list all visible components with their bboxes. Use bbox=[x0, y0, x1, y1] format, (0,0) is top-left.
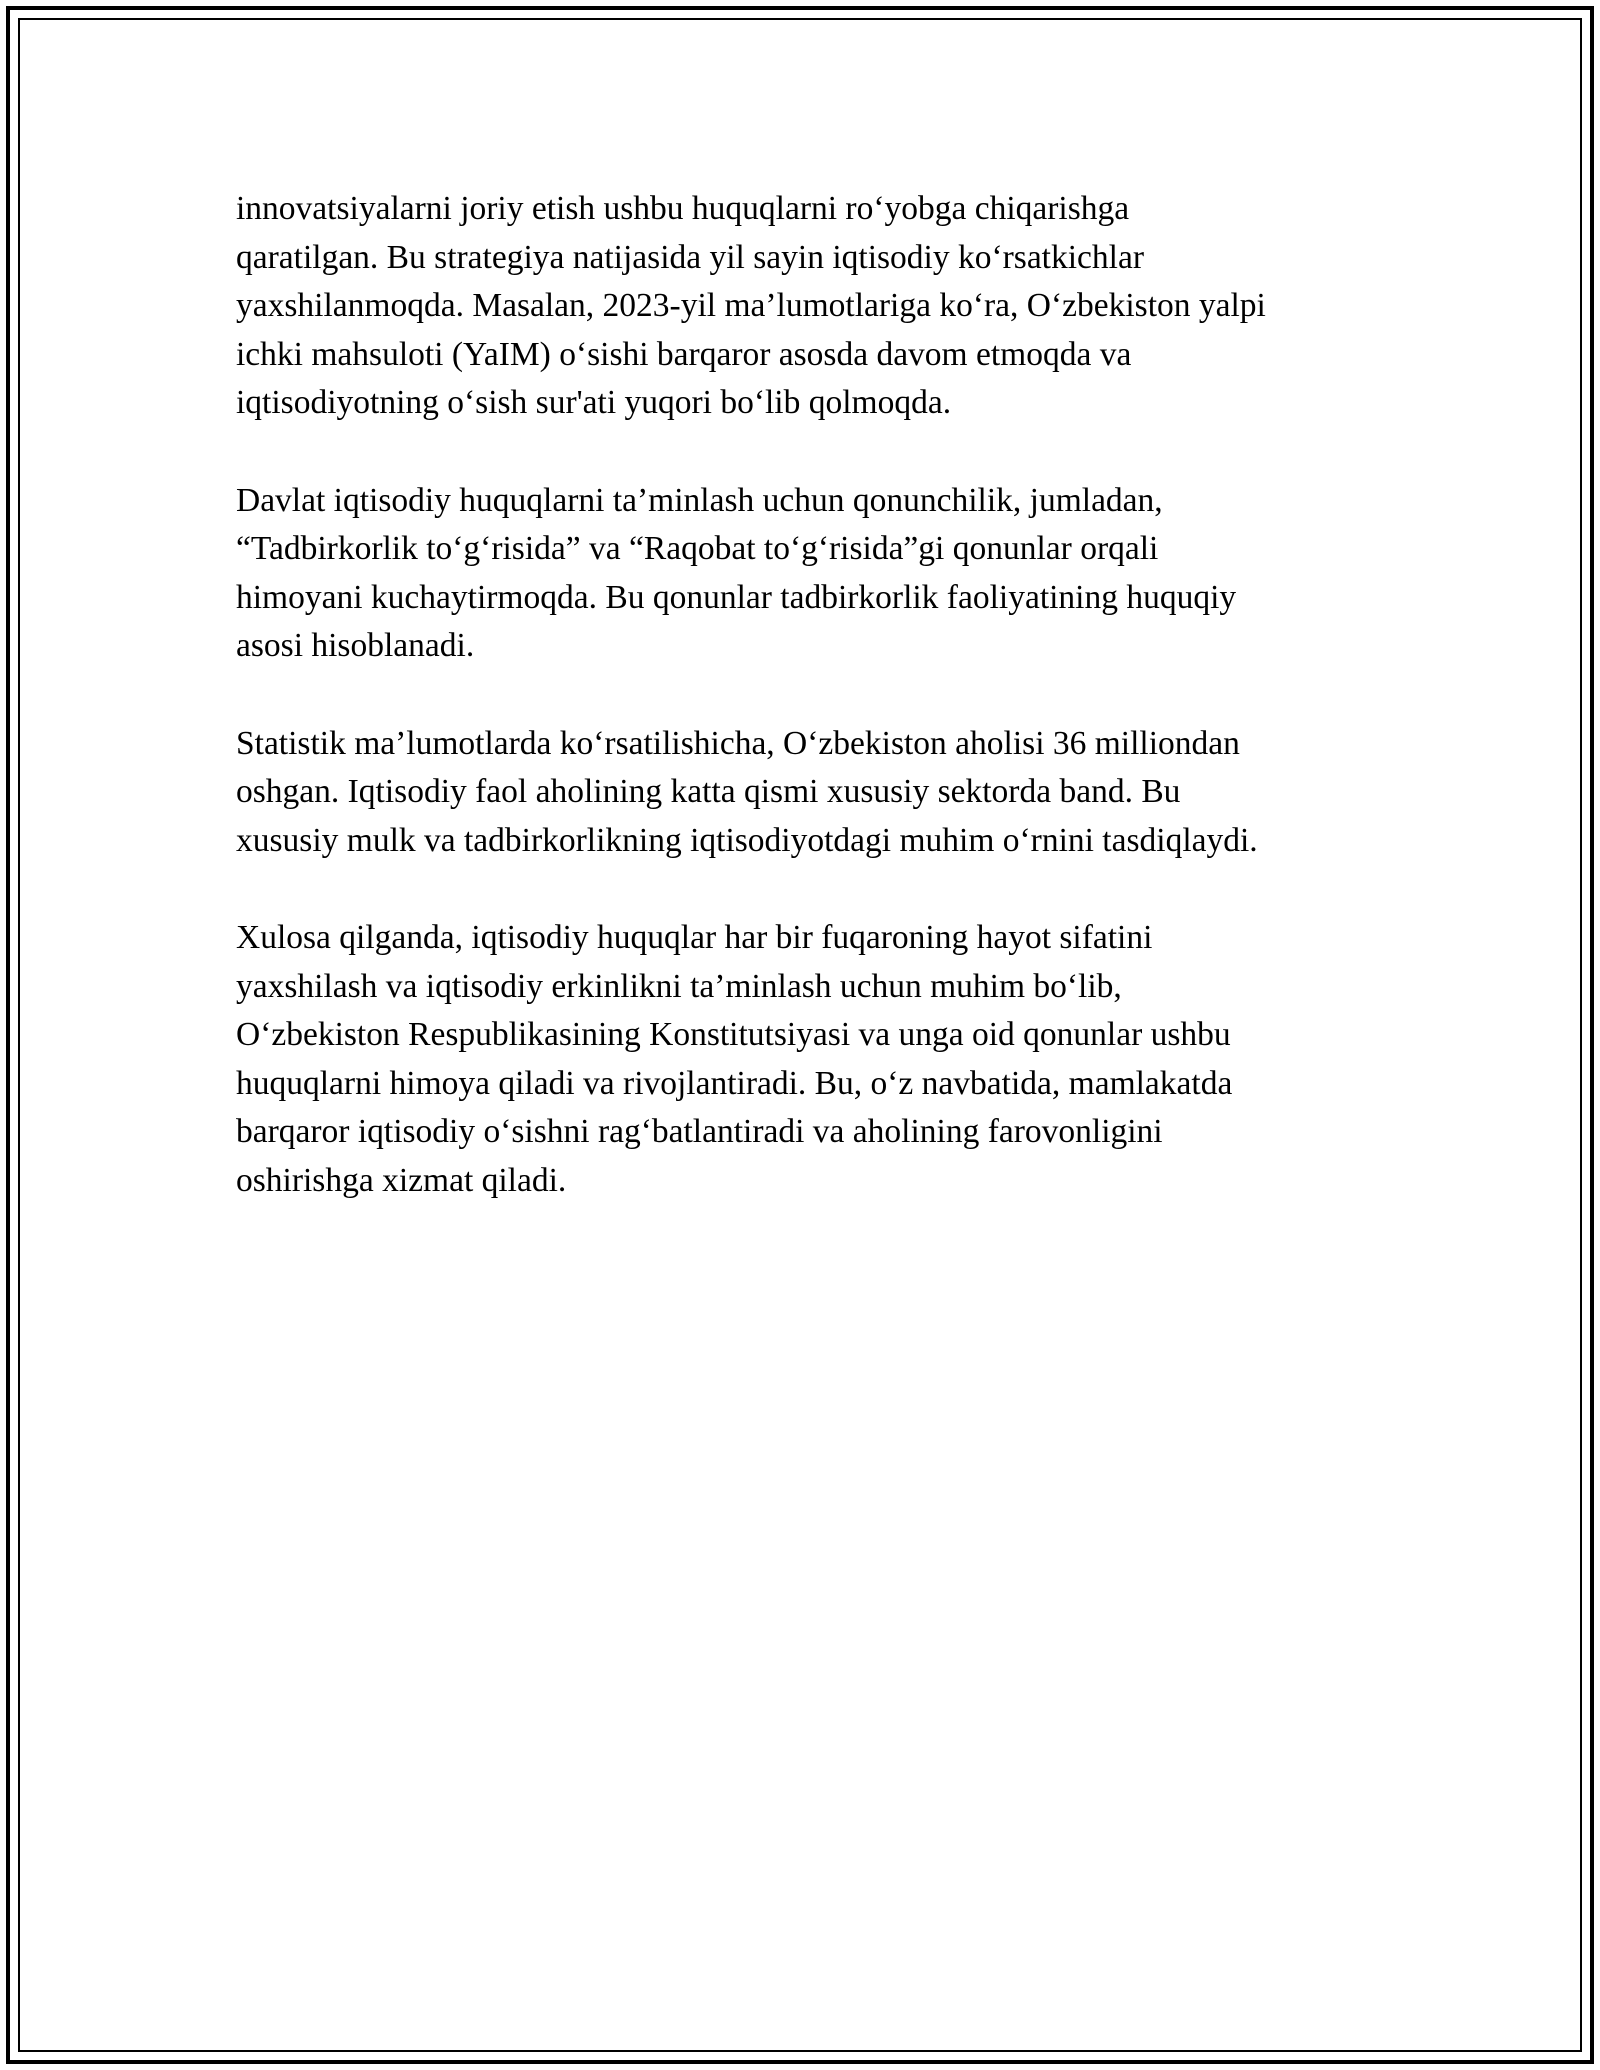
text-line: qaratilgan. Bu strategiya natijasida yil sayin iqtisodiy ko‘rsatkichlar bbox=[236, 238, 1145, 276]
text-line: oshgan. Iqtisodiy faol aholining katta qismi xususiy sektorda band. Bu bbox=[236, 773, 1181, 811]
text-line: yaxshilash va iqtisodiy erkinlikni ta’minlash uchun muhim bo‘lib, bbox=[236, 967, 1122, 1005]
text-line: barqaror iqtisodiy o‘sishni rag‘batlantiradi va aholining farovonligini bbox=[236, 1113, 1163, 1151]
text-line: yaxshilanmoqda. Masalan, 2023-yil ma’lumotlariga ko‘ra, O‘zbekiston yalpi bbox=[236, 287, 1266, 325]
paragraph-legislation bbox=[236, 477, 1386, 671]
text-line: Statistik ma’lumotlarda ko‘rsatilishicha, O‘zbekiston aholisi 36 milliondan bbox=[236, 724, 1240, 762]
paragraph-innovations bbox=[236, 185, 1386, 428]
text-line: xususiy mulk va tadbirkorlikning iqtisodiyotdagi muhim o‘rnini tasdiqlaydi. bbox=[236, 821, 1258, 859]
text-line: “Tadbirkorlik to‘g‘risida” va “Raqobat to‘g‘risida”gi qonunlar orqali bbox=[236, 530, 1159, 568]
paragraph-statistics bbox=[236, 720, 1386, 866]
text-line: himoyani kuchaytirmoqda. Bu qonunlar tadbirkorlik faoliyatining huquqiy bbox=[236, 578, 1237, 616]
text-line: O‘zbekiston Respublikasining Konstitutsiyasi va unga oid qonunlar ushbu bbox=[236, 1016, 1231, 1054]
text-line: innovatsiyalarni joriy etish ushbu huquqlarni ro‘yobga chiqarishga bbox=[236, 190, 1130, 227]
text-line: Davlat iqtisodiy huquqlarni ta’minlash uchun qonunchilik, jumladan, bbox=[236, 481, 1163, 519]
text-line: Xulosa qilganda, iqtisodiy huquqlar har bir fuqaroning hayot sifatini bbox=[236, 918, 1153, 956]
document-body bbox=[236, 185, 1386, 1254]
text-line: ichki mahsuloti (YaIM) o‘sishi barqaror asosda davom etmoqda va bbox=[236, 335, 1132, 373]
text-line: oshirishga xizmat qiladi. bbox=[236, 1161, 567, 1199]
text-line: asosi hisoblanadi. bbox=[236, 627, 475, 665]
text-line: huquqlarni himoya qiladi va rivojlantiradi. Bu, o‘z navbatida, mamlakatda bbox=[236, 1064, 1233, 1102]
text-line: iqtisodiyotning o‘sish sur'ati yuqori bo‘lib qolmoqda. bbox=[236, 384, 952, 422]
paragraph-conclusion bbox=[236, 914, 1386, 1206]
